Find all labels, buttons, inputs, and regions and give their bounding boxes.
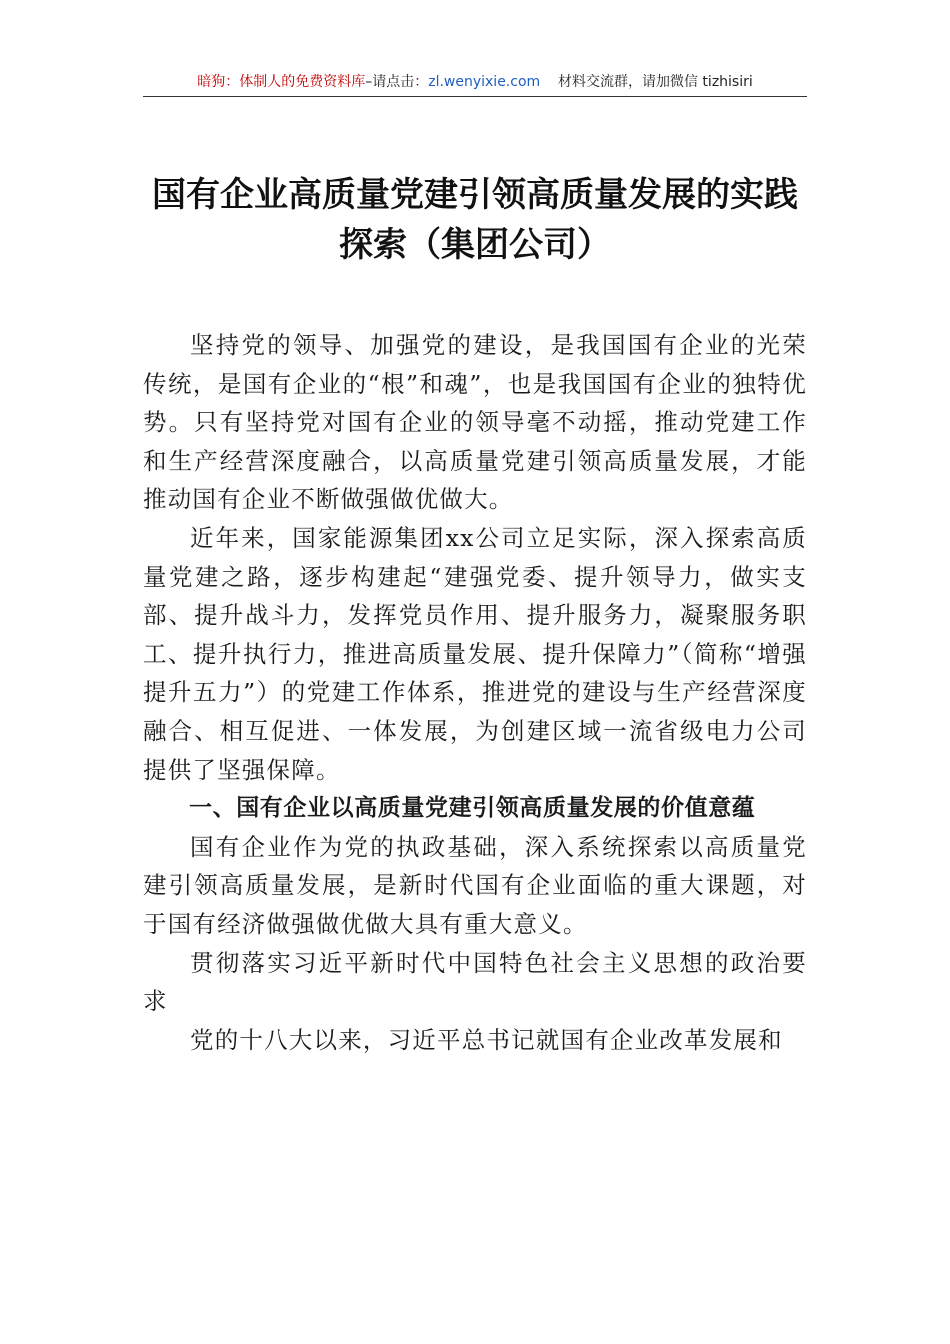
paragraph-3: 国有企业作为党的执政基础，深入系统探索以高质量党建引领高质量发展，是新时代国有企业面临的重大课题，对于国有经济做强做优做大具有重大意义。 — [143, 832, 807, 938]
paragraph-5: 党的十八大以来，习近平总书记就国有企业改革发展和 — [190, 1025, 783, 1054]
header-link[interactable]: zl.wenyixie.com — [428, 74, 541, 90]
paragraph-1: 坚持党的领导、加强党的建设，是我国国有企业的光荣传统，是国有企业的“根”和魂”，也是我国国有企业的独特优势。只有坚持党对国有企业的领导毫不动摇，推动党建工作和生产经营深度融合，以高质量党建引领高质量发展，才能推动国有企业不断做强做优做大。 — [143, 331, 807, 514]
document-body — [143, 326, 807, 1059]
header-wechat-note: 材料交流群，请加微信 tizhisiri — [557, 74, 753, 90]
paragraph-4: 贯彻落实习近平新时代中国特色社会主义思想的政治要求 — [143, 948, 807, 1016]
header-site-name: 暗狗：体制人的免费资料库 — [197, 74, 366, 90]
header-divider — [143, 96, 807, 97]
paragraph-2: 近年来，国家能源集团xx公司立足实际，深入探索高质量党建之路，逐步构建起“建强党委、提升领导力，做实支部、提升战斗力，发挥党员作用、提升服务力，凝聚服务职工、提升执行力，推进高质量发展、提升保障力”（简称“增强提升五力”）的党建工作体系，推进党的建设与生产经营深度融合、相互促进、一体发展，为创建区域一流省级电力公司提供了坚强保障。 — [143, 523, 807, 784]
header-click-prompt: –请点击： — [365, 74, 429, 90]
section-heading-1: 一、国有企业以高质量党建引领高质量发展的价值意蕴 — [189, 795, 756, 822]
document-title: 国有企业高质量党建引领高质量发展的实践探索（集团公司） — [152, 175, 798, 265]
page-header — [143, 70, 807, 94]
